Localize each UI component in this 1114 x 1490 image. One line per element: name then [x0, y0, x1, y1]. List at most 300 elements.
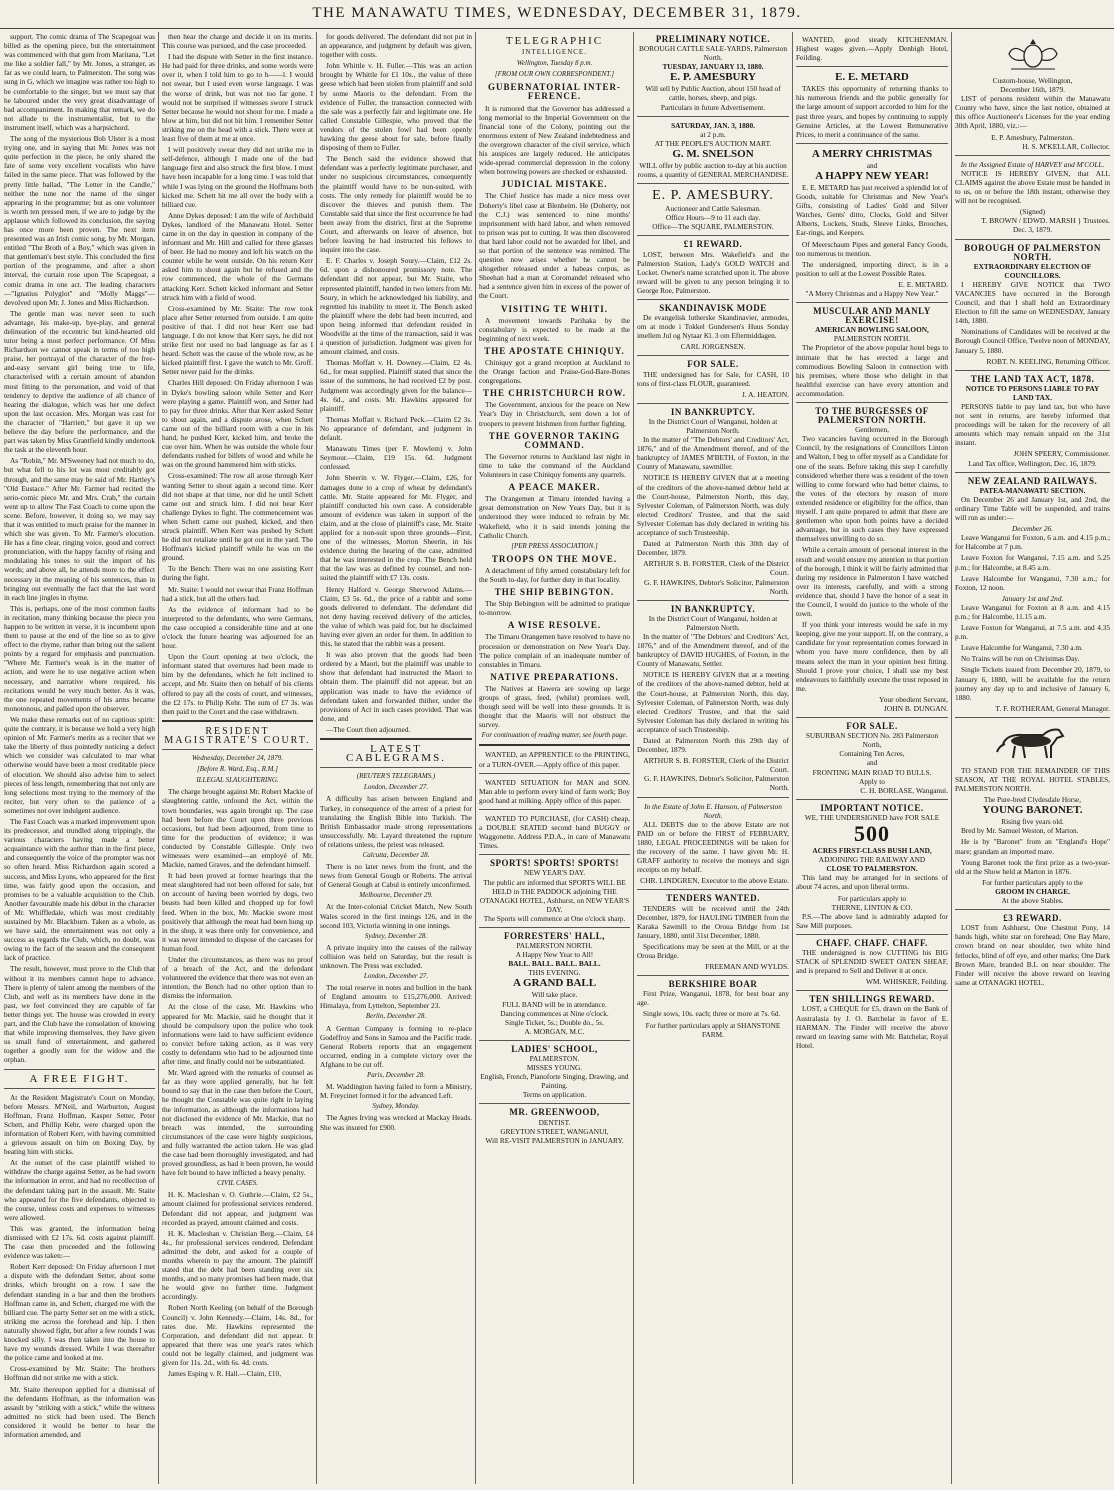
news-heading: A WISE RESOLVE. — [507, 620, 602, 631]
ad-title: E. E. METARD — [835, 71, 909, 84]
subheading: ILLEGAL SLAUGHTERING. — [196, 776, 279, 785]
article-paragraph: then hear the charge and decide it on its merits. This course was pursued, and the case proceeded. — [162, 32, 313, 51]
ad-line: In the District Court of Wanganui, holden at Palmerston North. — [648, 416, 778, 435]
ad-line: THIS EVENING. — [528, 968, 581, 978]
article-paragraph: This was granted, the information being dismissed with £2 17s. 6d. costs against plaintiff. The case then proceeded and the following evidence was taken:— — [4, 1223, 155, 1261]
divider — [955, 909, 1110, 910]
ad-line: At the above Stables. — [1001, 896, 1064, 906]
ad-line: PALMERSTON. — [529, 1054, 580, 1063]
ad-line: SUBURBAN SECTION No. 283 Palmerston North, — [805, 731, 939, 750]
ad-body: NOTICE IS HEREBY GIVEN that at a meeting of the creditors of the above-named debtor, held at the Court-house, at Palmerston North, this day, Sylvester Coleman, of Palmerston North, was duly elected Creditors' Trustee, and that the said Sylvester Coleman has duly declared in writing his acceptance of such Trusteeship. — [637, 670, 789, 734]
article-paragraph: The Government, anxious for the peace on New Year's Day in Christchurch, sent down a lot of troopers to prevent Irishmen from further fighting. — [479, 400, 630, 428]
divider — [479, 1040, 630, 1041]
ad-body: THE undersigned is now CUTTING his BIG STACK of SPLENDID SWEET OATEN SHEAF, and is prepared to Sell and Deliver it at once. — [796, 947, 948, 976]
ad-title: IN BANKRUPTCY. — [670, 603, 756, 614]
headline-telegraphic: TELEGRAPHIC — [505, 35, 604, 47]
ad-line: SATURDAY, JAN. 3, 1880. — [671, 120, 755, 130]
divider — [637, 403, 789, 404]
ad-body: Dated at Palmerston North this 29th day of December, 1879. — [637, 736, 789, 755]
ad-body: While a certain amount of personal interest in the result and would ensure my attention to that portion of the borough, I think it will be fairly admitted that during my residence in Palmerston I have watched over its interests, carefully, and with a strong evidence that, should I have the honor of a seat in the Council, I would do justice to the whole of the town. — [796, 545, 948, 619]
ad-burgesses — [796, 407, 948, 713]
ad-body: On December 26 and January 1st, and 2nd, the ordinary Time Table will be suspended, and trains will run as under:— — [955, 494, 1110, 523]
ad-line: Gentlemen, — [855, 425, 889, 435]
ad-apprentice: WANTED, an APPRENTICE to the PRINTING, or a TURN-OVER.—Apply office of this paper. — [479, 750, 630, 769]
article-paragraph: As the evidence of informant had to be interpreted to the defendants, who were Germans, the case occupied a considerable time and at one o'clock the future hearing was adjourned for an hour. — [162, 604, 313, 651]
article-paragraph: At the outset of the case plaintiff wished to withdraw the charge against Setter, as he had sworn the information in error, and had no recollection of the defendant taking part in the assault. Mr. Staite who appeared for the five defendants, objected to the course, unless costs and expenses to witnesses were allowed. — [4, 1158, 155, 1222]
ad-bankruptcy-hughes — [637, 605, 789, 793]
ad-title: PRELIMINARY NOTICE. — [655, 34, 771, 44]
article-paragraph: It was also proven that the goods had been ordered by a Maori, but the plaintiff was unable to show that defendant had instructed the Maori to obtain them. The plaintiff did not appear, but an application was made to have the evidence of defendant taken and forwarded thither, under the provisions of Act in such cases provided. That was done, and — [320, 650, 472, 723]
ad-body: I HEREBY GIVE NOTICE that TWO VACANCIES have occurred in the Borough Council, and that I shall hold an Extraordinary Election to fill the same on WEDNESDAY, January 14th, 1880. — [955, 279, 1110, 326]
ad-line: December 16th, 1879. — [1000, 85, 1065, 95]
ad-body: NOTICE IS HEREBY GIVEN that at a meeting of the creditors of the above-named debtor held at the Court-house, Palmerston North, this day, Sylvester Coleman, of Palmerston North, was duly elected Creditors' Trustee, and that the said Sylvester Coleman has duly declared in writing his acceptance of such Trusteeship. — [637, 473, 789, 538]
divider — [4, 1069, 155, 1070]
column-5 — [637, 32, 789, 1484]
ad-line: Apply to — [859, 776, 885, 786]
ad-line: CARL JORGENSEN. — [680, 342, 746, 352]
ad-title: £3 REWARD. — [1003, 913, 1062, 924]
ad-tenders — [637, 894, 789, 971]
headline-latest-cablegrams: LATEST CABLEGRAMS. — [346, 743, 446, 765]
ad-title: MR. GREENWOOD, — [509, 1107, 600, 1118]
ad-line: Rising five years old. — [1001, 817, 1064, 827]
ad-body: LOST, a CHEQUE for £5, drawn on the Bank of Australasia by J. O. Batchelar in favor of E. HARMAN. The Finder will receive the above reward on leaving same with Mr. Batchelar, Royal Hotel. — [796, 1004, 948, 1050]
ad-amesbury — [637, 188, 789, 231]
ad-body: No Trains will be run on Christmas Day. — [961, 654, 1080, 664]
article-paragraph: I had the dispute with Setter in the first instance. He had paid for three drinks, and some words were over it, when I told him to go to h——l. I would not swear, but I used even worse language. I was the worse of drink, but was not too far gone. I would not be surprised if witnesses swore I struck Setter because he would not shout for me. I made a blow at him, but did not hit him. I remember Setter striking me on the head with a stick. There were at least five of them at me at once. — [162, 52, 313, 144]
ad-body: Nominations of Candidates will be received at the Borough Council Office, Twelve noon of MONDAY, January 5, 1880. — [955, 327, 1110, 355]
subheading: [FROM OUR OWN CORRESPONDENT.] — [494, 70, 615, 79]
ad-hanson-estate — [637, 802, 789, 886]
article-paragraph: The Bench said the evidence showed that defendant was a perfectly legitimate purchaser, and under no suspicious circumstances, consequently the plaintiff would have to be non-suited, with costs. The only remedy for plaintiff would be to discover the thieves and punish them. The Constable said that since the first occurrence he had been away from the district, first at the Supreme Court, and afterwards on leave of absence, but before leaving he had instructed his fellows to inquire into the case. — [320, 154, 472, 255]
ad-line: Containing Ten Acres, — [839, 749, 905, 759]
column-rule — [951, 32, 952, 1484]
article-paragraph: The Ship Bebington will be admitted to pratique to-morrow. — [479, 599, 630, 618]
divider — [796, 934, 948, 935]
ad-body: The Proprietor of the above popular hotel begs to intimate that he has erected a large and commodious Bowling Saloon in connection with his premises, where those who delight in that healthful exercise can have every attention and accommodation. — [796, 343, 948, 398]
article-paragraph: The Natives at Hawera are sowing up large groups of grass, feed, (whilst) promises well, though seed will be well into these grounds. It is thought that the Maoris will not obstruct the survey. — [479, 683, 630, 730]
ad-line: English, French, Pianoforte Singing, Drawing, and Painting. — [480, 1072, 629, 1091]
dateline: Melbourne, December 29. — [359, 891, 433, 900]
ad-line: MISSES YOUNG. — [526, 1063, 583, 1073]
headline-intelligence: INTELLIGENCE. — [522, 48, 587, 57]
ad-line: GREYTON STREET, WANGANUI, — [500, 1126, 609, 1136]
ad-flour-sale — [637, 360, 789, 398]
news-heading: GUBERNATORIAL INTER-FERENCE. — [488, 82, 621, 102]
ad-title: SKANDINAVISK MODE — [659, 302, 767, 313]
article-paragraph: Cross-examined: The row all arose through Kerr wanting Setter to shout again a second time. Kerr did not shape at that time, nor did he until Schett came out and struck him. I did not hear Kerr challenge Dykes to fight. The commencement was when Schett came out pushed, kicked, and then struck plaintiff. When Kerr was pushed by Schett he did not retaliate until he got out in the yard. The Hoffman's kicked plaintiff while he was on the ground. — [162, 471, 313, 563]
divider — [796, 302, 948, 303]
article-paragraph: The result, however, must prove to the Club that without it its members cannot hope to advance. There is plenty of talent among the members of the Club, and well as its members have done in the past, we feel convinced they are capable of far better things yet. The house was crowded in every part, and the Club have the consolation of knowing that while improving themselves, they have given us small fund of entertainment, and gathered together a goodly sum for the widow and the orphan. — [4, 964, 155, 1065]
ad-line: (Signed) — [1019, 207, 1046, 217]
ad-body: This land may be arranged for in sections of about 74 acres, and upon liberal terms. — [796, 873, 948, 892]
divider — [479, 927, 630, 928]
divider — [162, 720, 313, 722]
ad-body: De evangelisk lutherske Skandinavier, anmodes, om at mode i Tokkel Gundersen's Huus Sonday imellem Jul og Nytaar Kl. 3 om Eftermiddagen. — [637, 313, 789, 341]
ad-chaff — [796, 939, 948, 986]
dateline: Sydney, Monday. — [372, 1102, 420, 1111]
ad-line: and — [866, 160, 878, 170]
article-paragraph: Anne Dykes deposed: I am the wife of Archibald Dykes, landlord of the Manawatu Hotel. Setter came in on the day in question in company of the informant and Mr. Hill and called for three glasses of beer. He had no money and left his watch on the counter while he went outside. On his return Kerr asked him to shout again but he refused and the row commenced, the whole of the Germans attacking Kerr. Schett kicked informant and Setter struck him with a field of wood. — [162, 210, 313, 302]
article-paragraph: E. F. Charles v. Joseph Soury.—Claim, £12 2s. 6d. upon a dishonoured promissory note. The defendant did not appear, but Mr. Staite, who represented plaintiff, handed in two letters from Mr. Soury, in which he acknowledged his liability, and regretted his inability to meet it. The Bench asked the plaintiff where the debt had been incurred, and upon being informed that defendant resided in Woodville at the time of the transaction, said it was a question of jurisdiction. Judgment was given for amount claimed, and costs. — [320, 256, 472, 357]
ad-line: January 1st and 2nd. — [1001, 593, 1064, 603]
ad-signature: T. F. ROTHERAM, General Manager. — [995, 703, 1110, 713]
subheading: [PER PRESS ASSOCIATION.] — [511, 541, 598, 550]
divider — [320, 767, 472, 768]
ad-title: IMPORTANT NOTICE. — [820, 802, 924, 813]
ad-body: Specifications may be seen at the Mill, or at the Oroua Bridge. — [637, 941, 789, 960]
ad-foresters-ball — [479, 932, 630, 1036]
ad-title: FORRESTERS' HALL, — [503, 930, 606, 941]
divider — [479, 809, 630, 810]
column-rule — [475, 32, 476, 1484]
divider — [955, 717, 1110, 718]
ad-line: WE, THE UNDERSIGNED have FOR SALE — [804, 812, 940, 822]
court-date: Wednesday, December 24, 1879. — [191, 754, 284, 763]
ad-pony-reward — [955, 914, 1110, 987]
article-paragraph: support. The comic drama of The Scapegoat was billed as the opening piece, but the entertainment was commenced with that gem from Maritana, "Let me like a soldier fall," by Mr. Jones, a stranger, as far as we could learn, to Palmerston. The song was sung in G, which we imagine was rather too high to be comfortable to the singer, but we must say that he laboured under the very great disadvantage of bad accompaniment. In making that remark, we do not allude to the instrumentalist, but to the instrument itself, which was a harpsichord. — [4, 32, 155, 132]
royal-arms-icon — [1003, 36, 1063, 72]
article-paragraph: It is rumored that the Governor has addressed a long memorial to the Imperial Government on the financial tone of the Colony, pointing out the enormous extent of New Zealand indebtedness and the overgrown character of the civil service, which his auspices are largely reduced. He anticipates wide-spread commercial depression in the colony when borrowing powers are checked or exhausted. — [479, 103, 630, 177]
court-bench: [Before R. Ward, Esq., R.M.] — [197, 765, 278, 774]
column-3 — [320, 32, 472, 1484]
news-heading: JUDICIAL MISTAKE. — [501, 179, 608, 190]
ad-body: Of Meerschaum Pipes and general Fancy Goods, too numerous to mention. — [796, 239, 948, 258]
article-paragraph: The Timaru Orangemen have resolved to have no procession or demonstration on New Year's Day. The police complain of an inadequate number of constables in Timaru. — [479, 632, 630, 669]
article-paragraph: A difficulty has arisen between England and Turkey, in consequence of the arrest of a priest for translating the English Bible into Turkish. The British Embassador made strong representations unsuccessfully. Mr. Layard threatened the rupture of relations unless, the priest was released. — [320, 794, 472, 849]
ad-cheque-reward — [796, 995, 948, 1050]
ad-christmas — [796, 148, 948, 298]
ad-line: PALMERSTON NORTH. — [516, 941, 593, 951]
divider — [637, 355, 789, 356]
ad-line: at 2 p.m. — [700, 129, 726, 139]
subheading: (REUTER'S TELEGRAMS.) — [356, 772, 436, 781]
ad-signature: FREEMAN AND WYLDS. — [705, 962, 789, 972]
ad-body: Two vacancies having occurred in the Borough Council, by the resignations of Councillors Linton and Walton, I beg to offer myself as a Candidate for one of the seats. Before taking this step I carefully considered whether there was a resident of the town willing to come forward who had better claims, to the votes of the electors by reason of more extended residence or eligibility for the office, than myself. I am quite prepared to admit that there are gentlemen who upon both points have a decided advantage, but in such cases they have expressed themselves unwilling to do so. — [796, 434, 948, 544]
divider — [479, 773, 630, 774]
ad-signature: CHR. LINDGREN, Executor to the above Estate. — [640, 876, 789, 886]
article-paragraph: Henry Halford v. George Sherwood Adams.—Claim, £3 5s. 6d., the price of a rabbit and some goods delivered to defendant. The defendant did not deny having received delivery of the articles, the value of which was paid for, but he disclaimed having ever given an order for them. In addition to this, he stated that the rabbit was a present. — [320, 584, 472, 649]
article-paragraph: Thomas Moffatt v. H. Downey.—Claim, £2 4s. 6d., for meat supplied. Plaintiff stated that since the issue of the summons, he had received £2 by post. Judgment was accordingly given for the balance—4s. 6d., and costs. Mr. Hawkins appeared for plaintiff. — [320, 358, 472, 413]
ad-line: ADJOINING THE RAILWAY AND — [818, 855, 926, 865]
ad-title: BOROUGH OF PALMERSTON NORTH. — [964, 242, 1101, 262]
ad-reward-watch — [637, 240, 789, 295]
article-paragraph: The song of the mysterious Bob Ulster is a most trying one, and in saying that Mr. Jones was not quite perfection in the piece, he only shared the fate of some very excellent vocalists who have failed in the same piece. That was followed by the pretty little ballad, "The Letter in the Candle," neither the tune nor the name of the singer appearing in the programme; but as one volunteer is worth ten pressed men, if we are to judge by the applause which followed its conclusion, the saying has once more been proven. The next item presented was an Irish comic song, by Mr. Morgan, entitled "The Broth of a Boy," which was given in that gentleman's best style. This concluded the first portion of the programme, and after a short interval, the curtain rose upon The Scapegoat, a comic drama in one act. The leading characters—"Ignatius Polyglot" and "Molly Maggs"—devolved upon Mr. J. Jones and Miss Richardson. — [4, 134, 155, 307]
ad-title: TO THE BURGESSES OF PALMERSTON NORTH. — [815, 406, 929, 426]
ad-bankruptcy-mbeth — [637, 408, 789, 596]
ad-line: CLOSE TO PALMERSTON. — [826, 864, 918, 874]
ad-railways — [955, 477, 1110, 713]
ad-berkshire-boar — [637, 980, 789, 1039]
article-paragraph: A movement towards Parihaka by the constabulary is expected to be made at the beginning of next week. — [479, 315, 630, 343]
ad-line: For further particulars apply to the — [982, 877, 1083, 887]
ad-body: Leave Foxton for Wanganui, at 7.5 a.m. and 4.35 p.m. — [955, 623, 1110, 642]
dateline: London, December 27. — [363, 972, 429, 981]
ad-body: Dated at Palmerston North this 30th day of December, 1879. — [637, 539, 789, 558]
ad-line: Dancing commences at Nine o'clock. — [500, 1008, 609, 1018]
ad-land-tax — [955, 375, 1110, 468]
column-rule — [316, 32, 317, 1484]
ad-horse-name: YOUNG BARONET. — [982, 804, 1083, 817]
ad-signature: Your obedient Servant, — [878, 694, 948, 704]
ad-line: EXTRAORDINARY ELECTION OF COUNCILLORS. — [973, 261, 1092, 280]
column-7 — [955, 32, 1110, 1484]
ad-acreage: 500 — [854, 821, 890, 847]
column-4 — [479, 32, 630, 1484]
ad-line: For further particulars apply at SHANSTONE FARM. — [645, 1020, 781, 1039]
news-heading: THE GOVERNOR TAKING COMMAND. — [488, 430, 621, 450]
ad-line: A GRAND BALL — [512, 977, 597, 990]
ad-auction-mart — [637, 121, 789, 179]
ad-metard — [796, 71, 948, 139]
ad-title: IN BANKRUPTCY. — [670, 406, 756, 417]
column-2 — [162, 32, 313, 1484]
article-paragraph: A German Company is forming to re-place Godeffroy and Sons in Samoa and the Pacific trade. General Roberts reports that an engagement occurred, ending in a complete victory over the Afghans to be cut off. — [320, 1023, 472, 1069]
ad-body: Leave Foxton for Wanganui, 7.15 a.m. and 5.25 p.m.; for Halcombe, at 8.45 a.m. — [955, 553, 1110, 572]
article-paragraph: A detachment of fifty armed constabulary left for the South to-day, for further duty in that locality. — [479, 565, 630, 584]
ad-title: NEW ZEALAND RAILWAYS. — [967, 475, 1098, 486]
ad-body: Young Baronet took the first prize as a two-year-old at the Show held at Marton in 1876. — [955, 857, 1110, 876]
divider — [637, 299, 789, 300]
ad-body: LOST from Ashhurst, One Chestnut Pony, 14 hands high, white star on forehead; One Bay Mare, crown brand on near shoulder, two white hind fetlocks, blind of off eye, and other marks; One Dark Brown Mare, branded B.L on near shoulder. The Finder will receive the above reward on leaving same at OTANAGKI HOTEL. — [955, 923, 1110, 987]
ad-body: Leave Halcombe for Wanganui, 7.30 a.m. — [961, 643, 1083, 653]
article-paragraph: John Whittle v. H. Fuller.—This was an action brought by Whittle for £1 10s., the value of three geese which had been stolen from plaintiff and sold by some Maoris to the defendant. From the evidence of Fuller, the transaction connected with the sale was a perfectly fair and legitimate one. He called Constable Gillespie, who proved that the vendors of the stolen fowl had been openly hawking the geese about for sale, before finally disposing of them to Fuller. — [320, 61, 472, 153]
ad-line: In the District Court of Wanganui, holden at Palmerston North. — [648, 613, 778, 632]
ad-line: AMERICAN BOWLING SALOON, — [815, 325, 929, 335]
ad-signature: T. BROWN / EDWD. MARSH } Trustees. — [981, 216, 1110, 226]
ad-signature: JOHN SPEERY, Commissioner. — [1013, 449, 1110, 459]
news-heading: VISITING TE WHITI. — [501, 303, 608, 314]
ad-line: THERNE, LINTON & CO. — [831, 902, 913, 912]
divider — [955, 370, 1110, 371]
divider — [637, 183, 789, 184]
divider — [796, 717, 948, 718]
ad-line: TUESDAY, JANUARY 13, 1880. — [662, 62, 764, 72]
ad-line: GROOM IN CHARGE. — [995, 886, 1070, 896]
ad-line: DENTIST. — [538, 1117, 571, 1127]
article-paragraph: The gentle man was never seen to such advantage, his make-up, bye-play, and general delineation of the eccentric but kind-hearted old tutor being a most perfect performance. Of Miss Richardson we cannot speak in terms of too high praise, her portrayal of the character of the free-and-easy servant girl being true to life, characterised with a certain amount of abandon most fitting to the personation, and void of that tendency to deprive the audience of all chance of hearing the dialogue, which was her one defect upon the last occasion. Mrs. Morgan was cast for the character of "Harriett," but gave it up we believe the day before the performance, and the part was taken by Miss Grantfield kindly undertook the task at the eleventh hour. — [4, 308, 155, 455]
ad-line: Land Tax office, Wellington, Dec. 16, 1879. — [968, 458, 1097, 468]
divider — [796, 143, 948, 144]
ad-title: In the Estate of John E. Hanson, of Palmerston North. — [644, 801, 782, 820]
ad-line: BOROUGH CATTLE SALE-YARDS, Palmerston North. — [639, 44, 787, 63]
article-paragraph: Upon the Court opening at two o'clock, the informant stated that overtures had been made to him by the defendants, which he felt inclined to accept, and Mr. Staite then on behalf of his clients offered to pay all the costs of court, and witnesses, the £2 17s. to Philip Kehr. The sum of £7 3s. was then paid to the Court and the case withdrawn. — [162, 652, 313, 716]
divider — [637, 235, 789, 236]
ad-body: TENDERS will be received until the 24th December, 1879, for HAULING TIMBER from the Karaka Sawmill to the Oroua Bridge from 1st January, 1880, until 31st December, 1880. — [637, 903, 789, 940]
headline-free-fight: A FREE FIGHT. — [29, 1072, 130, 1085]
subheading: CIVIL CASES. — [216, 1179, 259, 1188]
ad-body: LIST of persons resident within the Manawatu County who have, since the last notice, obtained at this office Auctioneer's Licenses for the year ending 30th April, 1880, viz.:— — [955, 94, 1110, 131]
ad-line: Particulars in future Advertisement. — [660, 102, 766, 112]
column-rule — [633, 32, 634, 1484]
ad-body: THE undersigned has for Sale, for CASH, 10 tons of first-class FLOUR, guaranteed. — [637, 369, 789, 388]
ad-body: LOST, between Mrs. Wakefield's and the Palmerston Station, Lady's GOLD WATCH and Locket. Owner's name scratched upon it. The above reward will be given to any person bringing it to George Roe, Palmerston. — [637, 249, 789, 295]
divider — [955, 239, 1110, 240]
news-heading: NATIVE PREPARATIONS. — [490, 671, 619, 682]
article-paragraph: The total reserve in notes and bullion in the bank of England amounts to £15,276,000. Arrived: Himalaya, from Lyttelton, September 23. — [320, 983, 472, 1011]
ad-body: The undersigned, importing direct, is in a position to sell at the Lowest Possible Rates. — [796, 259, 948, 278]
ad-cattle-sale — [637, 35, 789, 112]
divider — [637, 889, 789, 890]
divider — [637, 797, 789, 798]
ad-line: PALMERSTON NORTH. — [833, 334, 911, 344]
news-heading: TROOPS ON THE MOVE. — [491, 553, 618, 564]
ad-stallion — [955, 722, 1110, 905]
article-paragraph: H. K. Macleshan v. Christian Berg.—Claim, £4 4s., for professional services rendered. Defendant admitted the debt, and asked for a couple of months wherein to pay the amount. The plaintiff stated that the debt had been standing over six months, and so many promises had been made, that he would give no further time. Judgment accordingly. — [162, 1228, 313, 1302]
divider — [637, 975, 789, 976]
dateline: London, December 27. — [363, 783, 429, 792]
ad-signature: H. S. M'KELLAR, Collector. — [1022, 141, 1110, 151]
article-paragraph: Under the circumstances, as there was no proof of a breach of the Act, and the defendant volunteered the evidence that there was not even an intention, the Bench had no other option than to dismiss the information. — [162, 955, 313, 1001]
article-paragraph: The charge brought against Mr. Robert Mackie of slaughtering cattle, unfound the Act, within the town boundaries, was again brought up. The case had been before the Court upon three previous occasions, but had been adjourned, from time to time for the production of evidence; it was conducted by Constable Gillespie. Only two witnesses were examined—an employé of Mr. Mackie, named Graves, and the defendant himself. — [162, 787, 313, 870]
ad-body: In the matter of "The Debtors' and Creditors' Act, 1876," and of the Amendment thereof, and of the bankruptcy of DAVID HUGHES, of Foxton, in the County of Manawatu, Settler. — [637, 631, 789, 669]
article-paragraph: The Orangemen at Timaru intended having a great demonstration on New Years Day, but it is understood they were induced to refrain by Mr. Wakefield, who it is said intends joining the Catholic Church. — [479, 494, 630, 540]
article-paragraph: This is, perhaps, one of the most common faults in recitation, many thinking because the piece you happen to be written in verse, it is incumbent upon them to pause at the end of the line so as to give effect to the rhyme, rather than bring out the salient points by a regard for emphasis and punctuation. "Where Mr. Farmer's weak is in the matter of action, and were he to use negative action when necessary, and narrative where required, his recitations would be very much better. As it was, the one repeated movements of his arms became monotonous, and palled upon the observer. — [4, 603, 155, 713]
ad-title: FOR SALE. — [846, 721, 898, 732]
divider — [796, 66, 948, 67]
ad-harvey-mccoll — [955, 160, 1110, 235]
ad-signature: C. H. BORLASE, Wanganui. — [860, 785, 948, 795]
ad-line: A HAPPY NEW YEAR! — [815, 169, 929, 182]
ad-bowling-saloon — [796, 307, 948, 398]
ad-body: PERSONS liable to pay land tax, but who have not sent in returns, are hereby informed that proceedings will be taken for the recovery of all amounts which may remain unpaid on the 31st instant. — [955, 402, 1110, 448]
divider — [637, 600, 789, 601]
ad-line: Custom-house, Wellington, — [992, 76, 1073, 85]
ad-line: PATEA-MANAWATU SECTION. — [979, 485, 1086, 495]
article-paragraph: Robert Kerr deposed: On Friday afternoon I met a dispute with the defendant Setter, about some drinks, which brought on a row. I saw the defendant standing in a bar and then the brothers Hoffman came in, and Schett, charged me with the billiard cue. The party Setter set on me with a stick, striking me across the forehead and hip. I then naturally showed fight, but after a few rounds I was knocked silly. I was then taken into the house to have my wounds dressed. While I was thereafter the police came and looked at me. — [4, 1262, 155, 1363]
article-paragraph: Thomas Moffatt v. Richard Peck.—Claim £2 3s. No appearance of defendant, and judgment in default. — [320, 414, 472, 443]
article-paragraph: Cross-examined by Mr. Staite: The row took place after Setter returned from outside. I am quite positive of that. I did not hear Kerr use bad language. I do not know that Kerr says, he did not strike first nor used no bad language as far as I heard. Schett was the cause of the whole row, as he kicked plaintiff first. I gave the watch to Mr. Groff. Setter never paid for the drinks. — [162, 303, 313, 377]
article-paragraph: for goods delivered. The defendant did not put in an appearance, and judgment by default was given, together with costs. — [320, 32, 472, 60]
divider — [320, 738, 472, 740]
divider — [4, 1088, 155, 1089]
article-paragraph: The Chief Justice has made a nice mess over Doherty's libel case at Blenheim. He (Doherty, not the C.J.) was sentenced to nine months' imprisonment with hard labor, and when removed to prison was put to cutting. It was then discovered that hard labor could not be awarded for libel, and so that portion of the sentence was remitted. The question now arises whether he cannot be altogether released under a habeas corpus, as Sheehan had a man at Coromandel released who had a sentence given him in excess of the power of the Court. — [479, 191, 630, 301]
ad-sports — [479, 859, 630, 923]
ad-signature: WM. WHISKER, Feilding. — [865, 977, 948, 987]
ad-line: The Sports will commence at One o'clock sharp. — [483, 913, 626, 923]
article-paragraph: Mr. Staite: I would not swear that Franz Hoffman had a stick, but all the others had. — [162, 584, 313, 603]
divider — [955, 155, 1110, 156]
ad-title: SPORTS! SPORTS! SPORTS! — [489, 858, 620, 869]
ad-line: Dec. 3, 1879. — [1012, 225, 1053, 235]
ad-line: Terms on application. — [522, 1090, 587, 1100]
article-paragraph: To the Bench: There was no one assisting Kerr during the fight. — [162, 564, 313, 583]
ad-line: NEW YEAR'S DAY. — [523, 868, 586, 878]
horse-icon — [993, 722, 1073, 762]
ad-title: LADIES' SCHOOL, — [511, 1043, 598, 1054]
divider — [479, 854, 630, 855]
column-rule — [158, 32, 159, 1484]
ad-body: Single sows, 10s. each; three or more at 7s. 6d. — [643, 1009, 781, 1019]
ad-signature: J. A. HEATON. — [741, 389, 789, 399]
masthead — [0, 0, 1114, 29]
divider — [796, 402, 948, 403]
ad-buggy-wanted: WANTED TO PURCHASE, (for CASH) cheap, a DOUBLE SEATED second hand BUGGY or Waggonette. Address P.D.A., in care of Manawatu Times. — [479, 813, 630, 851]
ad-body: If you think your interests would be safe in my keeping, give me your support. If, on the contrary, a candidate for your representation comes forward in whom you have more confidence, then by all means select the man in your opinion best fitting. Should I prove your choice, I shall use my best endeavours to faithfully execute the trust reposed in me. — [796, 620, 948, 693]
dateline: Wellington, Tuesday 8 p.m. — [516, 59, 593, 68]
news-heading: THE SHIP BEBINGTON. — [494, 587, 615, 598]
article-paragraph: The Agnes Irving was wrecked at Mackay Heads. She was insured for £900. — [320, 1113, 472, 1132]
article-paragraph: At the Inter-colonial Cricket Match, New South Wales scored in the first innings 126, and in the second 103, Victoria winning in one innings. — [320, 902, 472, 930]
article-paragraph: Manawatu Times (per F. Mowlem) v. John Seymour.—Claim, £19 15s. 6d. Judgment confessed. — [320, 444, 472, 472]
divider — [796, 990, 948, 991]
ad-body: ALL DEBTS due to the above Estate are not PAID on or before the FIRST of FEBRUARY, 1880, LEGAL PROCEEDINGS will be taken for the recovery of the same. I have given Mr. H. GRAFF authority to receive the moneys and sign receipts on my behalf. — [637, 819, 789, 875]
column-1 — [4, 32, 155, 1484]
ad-borough-election — [955, 244, 1110, 366]
ad-signature: ROBT. N. KEELING, Returning Officer. — [986, 356, 1110, 366]
article-paragraph: Cross-examined by Mr. Staite: The brothers Hoffman did not strike me with a stick. — [4, 1364, 155, 1383]
divider — [637, 116, 789, 117]
article-paragraph: —The Court then adjourned. — [326, 724, 411, 734]
ad-title: FOR SALE. — [687, 359, 739, 370]
ad-line: E. P. Amesbury, Palmerston. — [991, 132, 1074, 142]
ad-title: CHAFF. CHAFF. CHAFF. — [816, 937, 928, 948]
divider — [479, 1103, 630, 1104]
ad-line: and — [866, 758, 878, 768]
article-paragraph: Mr. Staite thereupon applied for a dismissal of the defendants Hoffman, as the information was assault by "striking with a stick," while the witness admitted no stick had been used. The Bench considered it would be better to hear the information amended, and — [4, 1384, 155, 1439]
ad-body: NOTICE IS HEREBY GIVEN, that ALL CLAIMS against the above Estate must be handed in to us, on or before the 18th instant, otherwise they will not be recognised. — [955, 168, 1110, 206]
divider — [796, 799, 948, 800]
ad-signature: JOHN B. DUNGAN. — [883, 704, 948, 713]
ad-dentist — [479, 1108, 630, 1144]
divider — [162, 749, 313, 750]
ad-line: A MERRY CHRISTMAS — [811, 147, 933, 160]
ad-line: Will take place. — [531, 990, 578, 1000]
dateline: Sydney, December 28. — [364, 931, 428, 940]
ad-line: For particulars apply to — [837, 893, 907, 903]
column-rule — [792, 32, 793, 1484]
ad-signature: ARTHUR S. B. FORSTER, Clerk of the District Court. — [643, 756, 789, 775]
ad-body: He is by "Baronet" from an "England's Hope" mare; grandam an imported mare. — [955, 837, 1110, 856]
ad-custom-house — [955, 76, 1110, 151]
ad-signature: E. E. METARD. — [898, 279, 948, 289]
ad-line: E. P. AMESBURY — [669, 71, 756, 84]
ad-body: In the matter of "The Debtors' and Creditors' Act, 1876," and of the Amendment thereof, and of the bankruptcy of JAMES M'BETH, of Foxton, in the County of Manawatu, sawmiller. — [637, 435, 789, 472]
article-paragraph: At the close of the case, Mr. Hawkins who appeared for Mr. Mackie, said he thought that it should be compulsory upon the police who took informations were laid to have sufficient evidence to convict before taking action, as it was very costly to defendants who had to be adjourned time after time, and finally could not be substantiated. — [162, 1002, 313, 1067]
ad-line: Auctioneer and Cattle Salesman. — [665, 204, 761, 214]
ad-signature: G. F. HAWKINS, Debtor's Solicitor, Palmerston North. — [643, 577, 789, 596]
ad-line: The public are informed that SPORTS WILL BE HELD in THE PADDOCK adjoining THE OTANAGKI HOTEL, Ashhurst, on NEW YEAR'S DAY. — [479, 877, 630, 914]
article-paragraph: Chiniquy got a grand reception at Auckland to the Orange faction and Praise-God-Bare-Bones congregations. — [479, 358, 630, 386]
ad-line: AT THE PEOPLE'S AUCTION MART. — [654, 138, 772, 148]
article-paragraph: M. Waddington having failed to form a Ministry, M. Freycinet formed it for the advanced Left. — [320, 1082, 472, 1101]
ad-body: Leave Halcombe for Wanganui, 7.30 a.m.; for Foxton, 12 noon. — [955, 573, 1110, 592]
ad-body: Leave Wanganui for Foxton, 6 a.m. and 4.15 p.m.; for Halcombe at 7 p.m. — [955, 533, 1110, 552]
ad-ladies-school — [479, 1045, 630, 1100]
article-paragraph: I will positively swear they did not strike me in self-defence, although I made one of the bad language first and also struck the first blow. I must have been incapable for a long time. I was told that while I was lying on the ground the Hoffmans both kicked me. Schett hit me all over the body with a billiard cue. — [162, 145, 313, 209]
ad-body: TAKES this opportunity of returning thanks to his numerous friends and the public generally for the large amount of support accorded to him for the past three years, and hopes by continuing to supply Genuine Articles, at the Lowest Remunerative Prices, to merit a continuance of the same. — [796, 84, 948, 139]
ad-title: TEN SHILLINGS REWARD. — [809, 994, 935, 1005]
article-paragraph: H. K. Macleshan v. O. Guthrie.—Claim, £2 5s., amount claimed for professional services rendered. Defendant did not appear, and judgment was recorded as prayed, amount claimed and costs. — [162, 1190, 313, 1227]
dateline: Paris, December 28. — [367, 1071, 425, 1080]
article-paragraph: James Esping v. R. Hall.—Claim, £10, — [168, 1369, 282, 1379]
ad-title: In the Assigned Estate of HARVEY and M'COLL. — [960, 159, 1105, 169]
article-paragraph: The Fast Coach was a marked improvement upon its predecessor, and trundled along trippingly, the various characters having made a better acquaintance with the author than in the first piece, and consequently the voice of the prompter was not so often heard. Miss Richardson again scored a success, and Miss Lyons, who appeared for the first time, was fairly good upon the occasion, and promises to be a valuable acquisition to the Club. Another favourable made his début in the character of Mr. Whiffledale, which was most creditably sustained by Mr. Blackburn. Taken as a whole, as we have said, the entertainment was not only a success as regards the Club, which, no doubt, was owing to the fact of the season and the consequent lack of practice. — [4, 816, 155, 963]
ad-title: MUSCULAR AND MANLY EXERCISE! — [813, 306, 931, 326]
headline-resident-magistrate: RESIDENT MAGISTRATE'S COURT. — [164, 725, 311, 746]
article-paragraph: Robert North Keeling (on behalf of the Borough Council) v. John Kennedy.—Claim, 14s. 8d., for rates due. Mr. Hawkins represented the Corporation, and defendant did not appear. It appeared that there was one year's rates which could not be legally claimed, and judgment was given for 11s. 2d., with 6s. 4d. costs. — [162, 1303, 313, 1368]
ad-line: BALL. BALL. BALL. BALL. — [508, 959, 601, 969]
ad-line: A Happy New Year to All! — [515, 950, 594, 960]
ad-line: Will sell by Public Auction, about 150 head of cattle, horses, sheep, and pigs. — [645, 84, 781, 103]
ad-title: BERKSHIRE BOAR — [668, 979, 758, 990]
ad-line: Office—The SQUARE, PALMERSTON. — [652, 222, 774, 232]
ad-line: A. MORGAN, M.C. — [524, 1026, 585, 1036]
article-paragraph: A private inquiry into the causes of the railway collision was held on Saturday, but the result is unknown. The Press was excluded. — [320, 942, 472, 970]
divider — [955, 472, 1110, 473]
ad-body: Single Tickets issued from December 20, 1879, to January 6, 1880, will be available for the return journey any day up to and inclusive of January 6, 1880. — [955, 665, 1110, 702]
ad-line: FULL BAND will be in attendance. — [502, 999, 607, 1009]
